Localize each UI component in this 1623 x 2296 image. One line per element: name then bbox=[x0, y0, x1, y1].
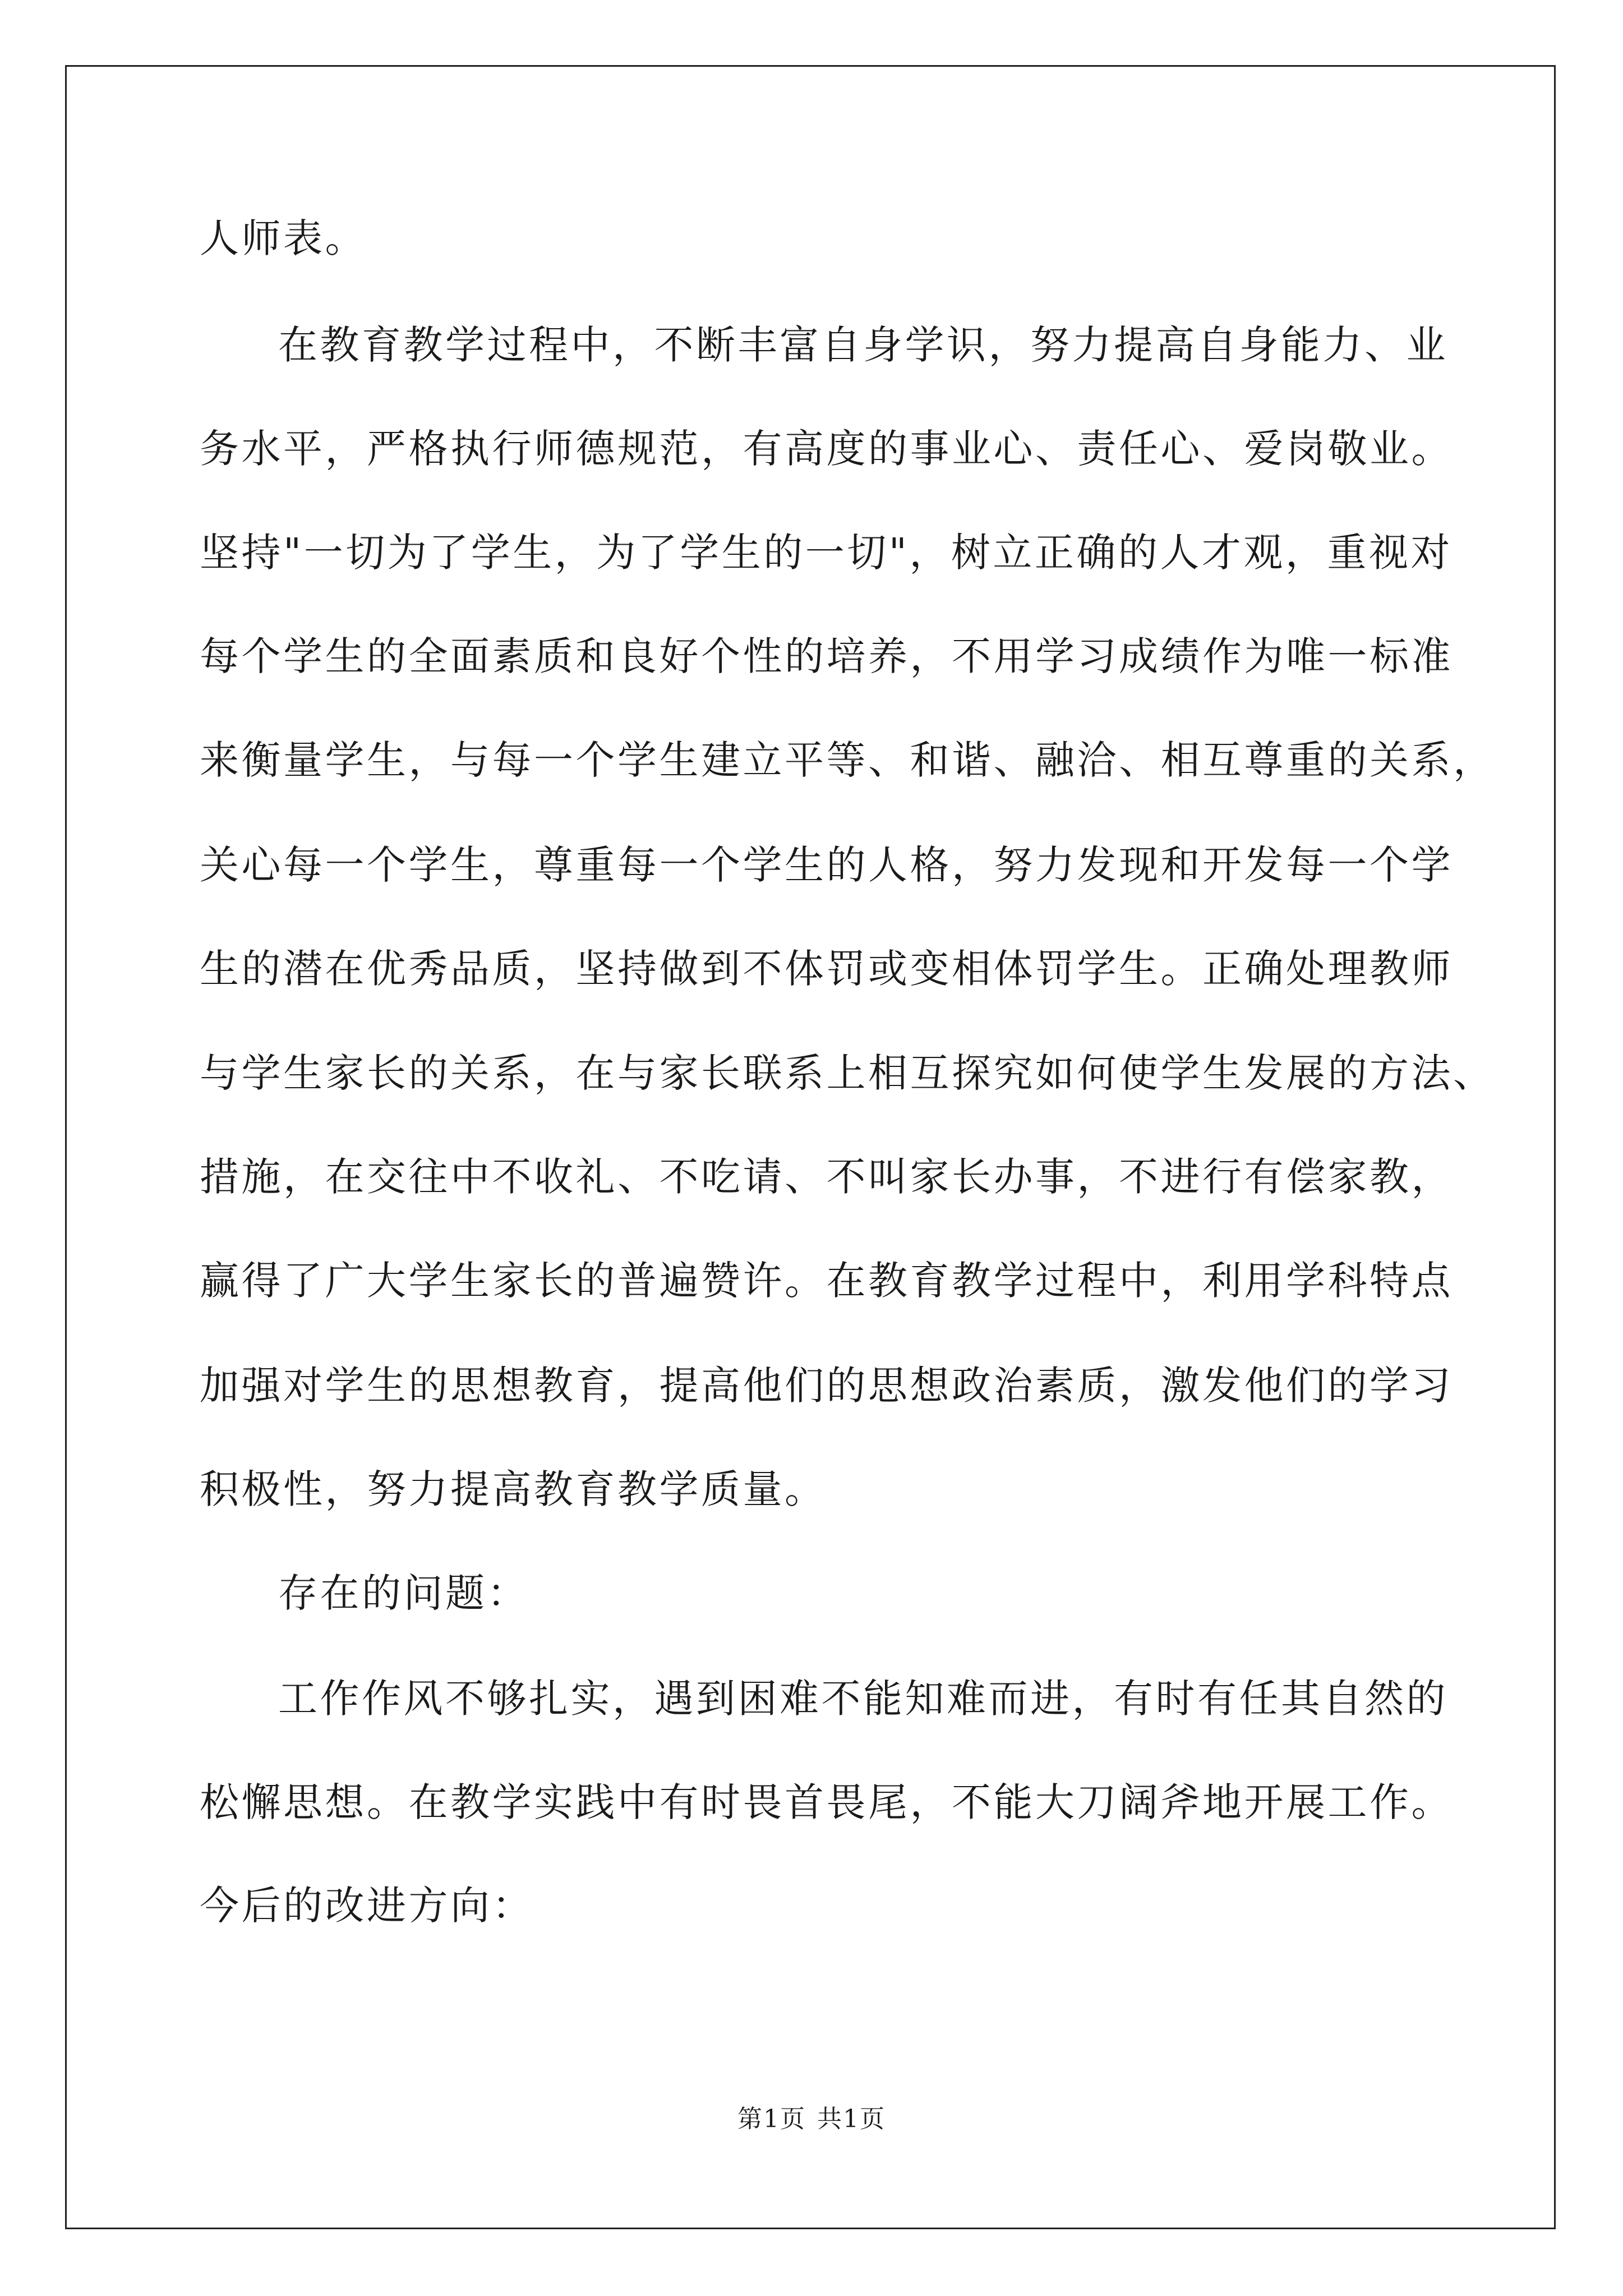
text-line-3: 务水平，严格执行师德规范，有高度的事业心、责任心、爱岗敬业。 bbox=[200, 426, 1453, 472]
text-line-1: 人师表。 bbox=[200, 215, 367, 261]
text-line-4: 坚持"一切为了学生，为了学生的一切"，树立正确的人才观，重视对 bbox=[200, 530, 1453, 576]
text-line-12: 加强对学生的思想教育，提高他们的思想政治素质，激发他们的学习 bbox=[200, 1363, 1453, 1409]
text-line-10: 措施，在交往中不收礼、不吃请、不叫家长办事，不进行有偿家教， bbox=[200, 1154, 1453, 1200]
text-line-11: 赢得了广大学生家长的普遍赞许。在教育教学过程中，利用学科特点 bbox=[200, 1258, 1453, 1304]
page-number: 第1页 bbox=[737, 2105, 806, 2133]
text-line-13: 积极性，努力提高教育教学质量。 bbox=[200, 1466, 827, 1512]
text-line-5: 每个学生的全面素质和良好个性的培养，不用学习成绩作为唯一标准 bbox=[200, 633, 1453, 679]
text-line-9: 与学生家长的关系，在与家长联系上相互探究如何使学生发展的方法、 bbox=[200, 1050, 1495, 1096]
text-line-6: 来衡量学生，与每一个学生建立平等、和谐、融洽、相互尊重的关系， bbox=[200, 737, 1495, 783]
text-line-14: 存在的问题： bbox=[278, 1570, 529, 1616]
text-line-15: 工作作风不够扎实，遇到困难不能知难而进，有时有任其自然的 bbox=[278, 1676, 1448, 1722]
page-footer bbox=[0, 2102, 1623, 2136]
text-line-2: 在教育教学过程中，不断丰富自身学识，努力提高自身能力、业 bbox=[278, 322, 1448, 368]
text-line-17: 今后的改进方向： bbox=[200, 1883, 534, 1929]
text-line-7: 关心每一个学生，尊重每一个学生的人格，努力发现和开发每一个学 bbox=[200, 842, 1453, 888]
text-line-8: 生的潜在优秀品质，坚持做到不体罚或变相体罚学生。正确处理教师 bbox=[200, 946, 1453, 992]
text-line-16: 松懈思想。在教学实践中有时畏首畏尾，不能大刀阔斧地开展工作。 bbox=[200, 1779, 1453, 1825]
page-total: 共1页 bbox=[817, 2105, 886, 2133]
